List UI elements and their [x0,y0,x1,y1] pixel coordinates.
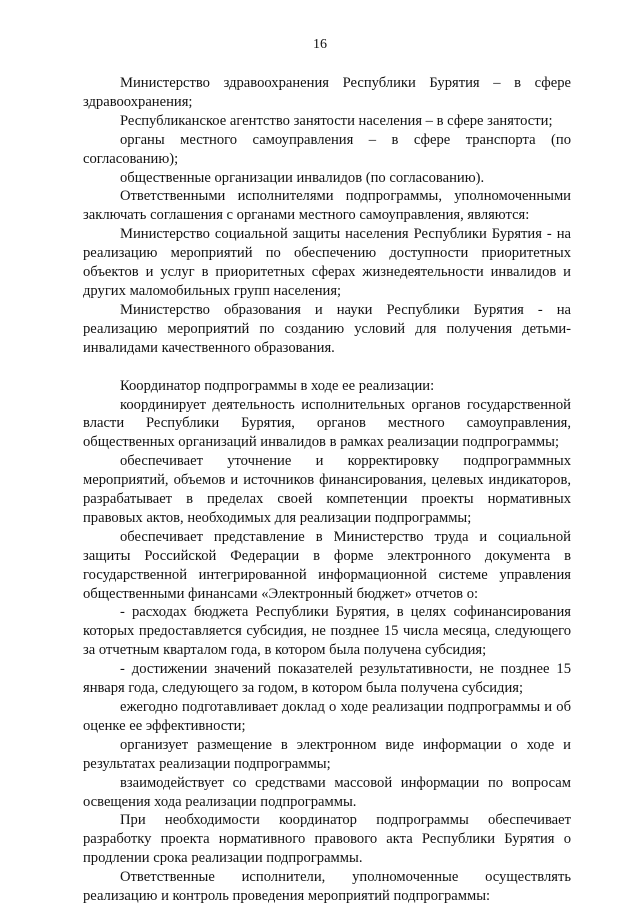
paragraph: Министерство социальной защиты населения Республики Бурятия - на реализацию мероприятий по обеспечению доступности приоритетных объектов и услуг в приоритетных сферах жизнедеятельности инвалидов и других маломобильных групп населения; [83,226,571,299]
document-body [83,74,571,906]
paragraph: общественные организации инвалидов (по согласованию). [120,169,485,186]
paragraph: координирует деятельность исполнительных органов государственной власти Республики Бурятия, органов местного самоуправления, общественных организаций инвалидов в рамках реализации подпрограммы; [83,396,571,451]
paragraph: обеспечивает уточнение и корректировку подпрограммных мероприятий, объемов и источников финансирования, целевых индикаторов, разрабатывает в пределах своей компетенции проекты нормативных правовых актов, необходимых для реализации подпрограммы; [83,453,571,526]
paragraph: органы местного самоуправления – в сфере транспорта (по согласованию); [83,131,571,167]
list-item-paragraph: - расходах бюджета Республики Бурятия, в целях софинансирования которых предоставляется субсидия, не позднее 15 числа месяца, следующего за отчетным кварталом года, в котором была получена субсидия; [83,604,571,659]
paragraph: обеспечивает представление в Министерство труда и социальной защиты Российской Федерации в форме электронного документа в государственной интегрированной информационной системе управления общественными финансами «Электронный бюджет» отчетов о: [83,528,571,602]
paragraph: Министерство здравоохранения Республики Бурятия – в сфере здравоохранения; [83,75,571,110]
paragraph: При необходимости координатор подпрограммы обеспечивает разработку проекта нормативного правового акта Республики Бурятия о продлении срока реализации подпрограммы. [83,812,571,867]
list-item-paragraph: - достижении значений показателей результативности, не позднее 15 января года, следующего за годом, в котором была получена субсидия; [83,661,571,697]
page-number: 16 [313,37,327,52]
paragraph: Ответственными исполнителями подпрограммы, уполномоченными заключать соглашения с органами местного самоуправления, являются: [83,188,571,224]
paragraph: ежегодно подготавливает доклад о ходе реализации подпрограммы и об оценке ее эффективности; [83,699,571,734]
paragraph: Министерство образования и науки Республики Бурятия - на реализацию мероприятий по созданию условий для получения детьми-инвалидами качественного образования. [83,301,571,356]
section-lead-paragraph: Координатор подпрограммы в ходе ее реализации: [120,377,435,394]
paragraph: Ответственные исполнители, уполномоченные осуществлять реализацию и контроль проведения мероприятий подпрограммы: [83,869,571,905]
paragraph: взаимодействует со средствами массовой информации по вопросам освещения хода реализации подпрограммы. [83,774,571,810]
paragraph: организует размещение в электронном виде информации о ходе и результатах реализации подпрограммы; [83,736,571,772]
paragraph: Республиканское агентство занятости населения – в сфере занятости; [120,112,553,129]
